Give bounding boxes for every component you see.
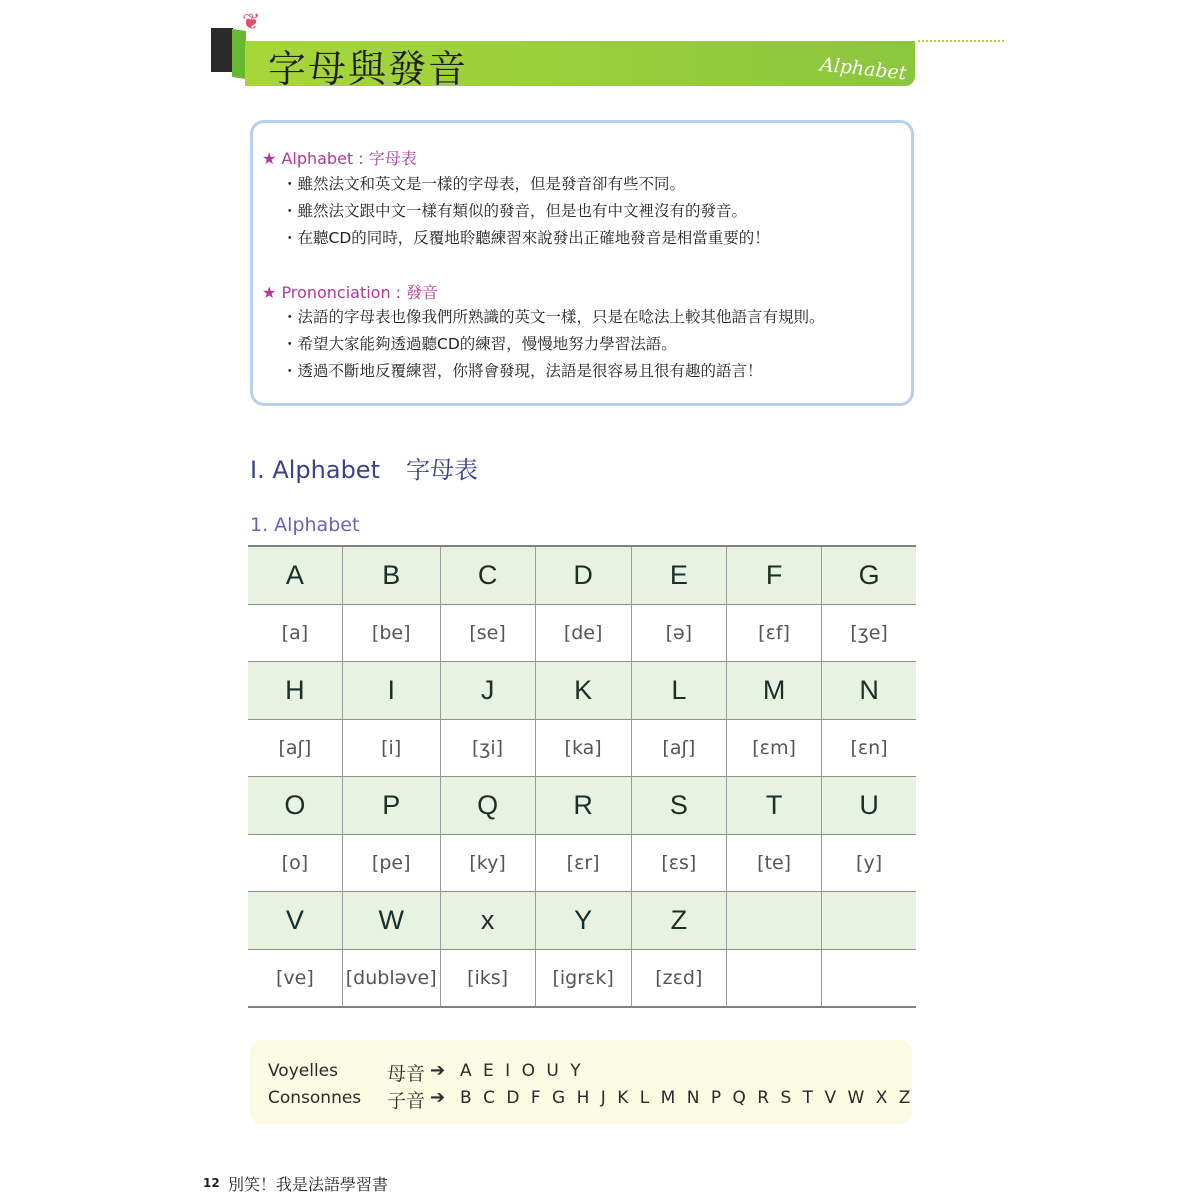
ipa-cell: [aʃ]: [631, 720, 726, 777]
info-bullet: ・雖然法文跟中文一樣有類似的發音，但是也有中文裡沒有的發音。: [282, 202, 748, 220]
letter-cell: N: [822, 662, 916, 720]
letter-cell: H: [248, 662, 342, 720]
letter-cell: K: [535, 662, 631, 720]
letter-cell: M: [727, 662, 822, 720]
table-row-ipa: [248, 950, 916, 1008]
arrow-right-icon: ➔: [430, 1087, 446, 1108]
header-dotted-line: [918, 40, 1004, 42]
letter-cell: P: [342, 777, 440, 835]
ipa-cell: [de]: [535, 605, 631, 662]
star-icon: ★: [262, 283, 277, 302]
ipa-cell: [ʒi]: [440, 720, 535, 777]
letter-cell: F: [727, 546, 822, 605]
letter-cell: O: [248, 777, 342, 835]
vowels-letters: A E I O U Y: [460, 1061, 584, 1081]
ipa-cell: [te]: [727, 835, 822, 892]
letter-cell: D: [535, 546, 631, 605]
letter-cell: [727, 892, 822, 950]
ipa-cell: [ky]: [440, 835, 535, 892]
table-row-letters: [248, 892, 916, 950]
info-heading-en: Alphabet :: [281, 149, 364, 168]
info-bullet: ・透過不斷地反覆練習，你將會發現，法語是很容易且很有趣的語言！: [282, 362, 763, 380]
letter-cell: I: [342, 662, 440, 720]
ipa-cell: [ɛf]: [727, 605, 822, 662]
letter-cell: C: [440, 546, 535, 605]
header-green-edge: [232, 29, 246, 79]
letter-cell: U: [822, 777, 916, 835]
ipa-cell: [ə]: [631, 605, 726, 662]
ipa-cell: [a]: [248, 605, 342, 662]
book-title: 別笑！我是法語學習書: [228, 1175, 389, 1194]
ipa-cell: [y]: [822, 835, 916, 892]
letter-cell: E: [631, 546, 726, 605]
info-heading-alphabet: [262, 146, 417, 169]
alphabet-table: [248, 545, 916, 1008]
header-script-label: Alphabet: [819, 53, 908, 85]
letter-cell: B: [342, 546, 440, 605]
letter-cell: G: [822, 546, 916, 605]
ipa-cell: [ɛm]: [727, 720, 822, 777]
table-row-letters: [248, 777, 916, 835]
ipa-cell: [o]: [248, 835, 342, 892]
ipa-cell: [iks]: [440, 950, 535, 1008]
table-row-ipa: [248, 720, 916, 777]
ipa-cell: [igrɛk]: [535, 950, 631, 1008]
section-title-en: I. Alphabet: [250, 456, 380, 484]
vowels-consonants-box: [250, 1040, 912, 1124]
letter-cell: T: [727, 777, 822, 835]
ipa-cell: [822, 950, 916, 1008]
letter-cell: x: [440, 892, 535, 950]
letter-cell: L: [631, 662, 726, 720]
ipa-cell: [727, 950, 822, 1008]
section-title-zh: 字母表: [405, 456, 478, 484]
ipa-cell: [pe]: [342, 835, 440, 892]
ipa-cell: [ʒe]: [822, 605, 916, 662]
star-icon: ★: [262, 149, 277, 168]
info-bullet: ・在聽CD的同時，反覆地聆聽練習來說發出正確地發音是相當重要的！: [282, 229, 770, 247]
ipa-cell: [ɛs]: [631, 835, 726, 892]
ipa-cell: [be]: [342, 605, 440, 662]
table-row-ipa: [248, 605, 916, 662]
section-title: [250, 450, 478, 485]
letter-cell: [822, 892, 916, 950]
info-bullet: ・希望大家能夠透過聽CD的練習，慢慢地努力學習法語。: [282, 335, 677, 353]
consonants-letters: B C D F G H J K L M N P Q R S T V W X Z: [460, 1088, 914, 1108]
ipa-cell: [ɛr]: [535, 835, 631, 892]
arrow-right-icon: ➔: [430, 1060, 446, 1081]
butterfly-icon: ❦: [242, 10, 261, 35]
table-row-letters: [248, 546, 916, 605]
info-bullet: ・雖然法文和英文是一樣的字母表，但是發音卻有些不同。: [282, 175, 686, 193]
page-number: 12: [203, 1176, 220, 1190]
ipa-cell: [ɛn]: [822, 720, 916, 777]
letter-cell: Q: [440, 777, 535, 835]
info-bullet: ・法語的字母表也像我們所熟識的英文一樣，只是在唸法上較其他語言有規則。: [282, 308, 825, 326]
ipa-cell: [aʃ]: [248, 720, 342, 777]
letter-cell: A: [248, 546, 342, 605]
vowels-zh-label: 母音: [387, 1063, 426, 1085]
letter-cell: Z: [631, 892, 726, 950]
consonants-label: Consonnes: [268, 1088, 362, 1108]
ipa-cell: [dubləve]: [342, 950, 440, 1008]
header-dark-block: [211, 28, 233, 72]
page-title: 字母與發音: [268, 47, 469, 91]
table-row-ipa: [248, 835, 916, 892]
letter-cell: V: [248, 892, 342, 950]
ipa-cell: [se]: [440, 605, 535, 662]
info-heading-zh: 字母表: [368, 149, 417, 168]
info-heading-zh: 發音: [406, 283, 439, 302]
letter-cell: W: [342, 892, 440, 950]
ipa-cell: [i]: [342, 720, 440, 777]
letter-cell: J: [440, 662, 535, 720]
letter-cell: R: [535, 777, 631, 835]
ipa-cell: [ka]: [535, 720, 631, 777]
info-heading-en: Prononciation :: [281, 283, 402, 302]
table-row-letters: [248, 662, 916, 720]
consonants-zh-label: 子音: [387, 1090, 426, 1112]
subsection-title: 1. Alphabet: [250, 514, 360, 536]
letter-cell: Y: [535, 892, 631, 950]
ipa-cell: [ve]: [248, 950, 342, 1008]
letter-cell: S: [631, 777, 726, 835]
info-heading-prononciation: [262, 280, 438, 303]
vowels-label: Voyelles: [268, 1061, 338, 1081]
ipa-cell: [zɛd]: [631, 950, 726, 1008]
